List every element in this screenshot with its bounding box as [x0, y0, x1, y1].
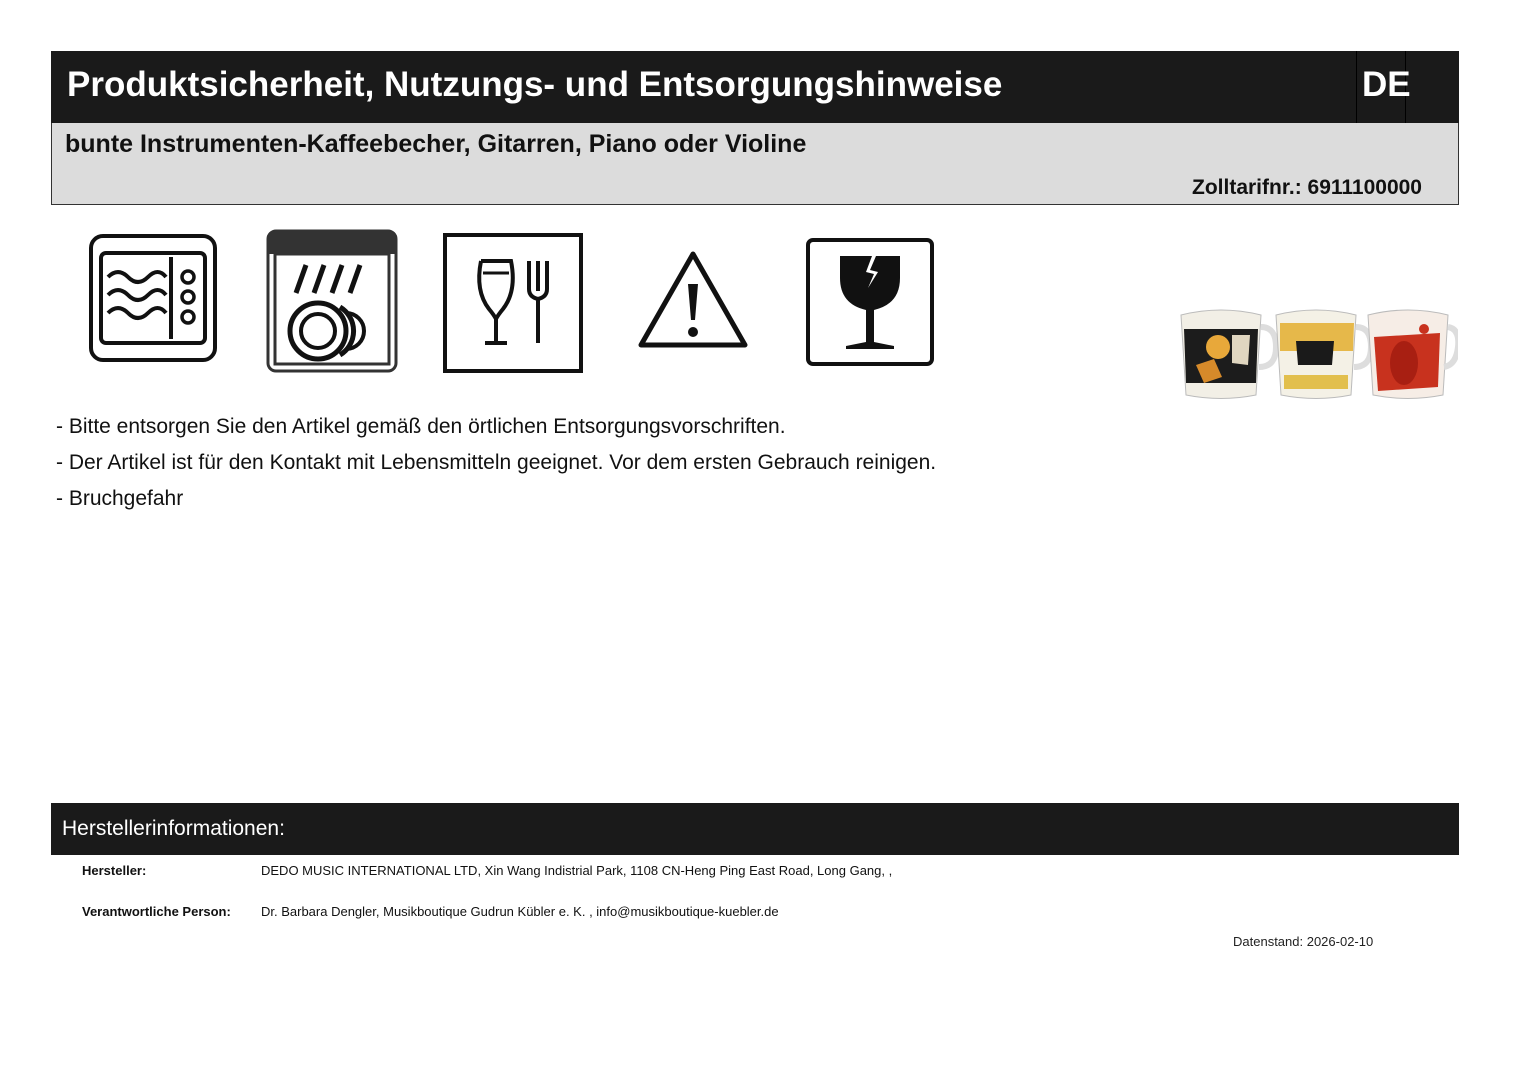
dishwasher-icon — [266, 229, 398, 373]
manufacturer-value: DEDO MUSIC INTERNATIONAL LTD, Xin Wang Indistrial Park, 1108 CN-Heng Ping East Road, Long Gang, , — [261, 863, 893, 878]
warning-icon — [637, 250, 749, 350]
manufacturer-label: Hersteller: — [82, 863, 147, 878]
language-badge: DE — [1356, 51, 1406, 123]
customs-tariff-number: Zolltarifnr.: 6911100000 — [1192, 176, 1422, 199]
responsible-person-label: Verantwortliche Person: — [82, 904, 231, 919]
product-name: bunte Instrumenten-Kaffeebecher, Gitarren, Piano oder Violine — [65, 130, 807, 158]
responsible-person-value: Dr. Barbara Dengler, Musikboutique Gudrun Kübler e. K. , info@musikboutique-kuebler.de — [261, 904, 779, 919]
product-header — [51, 123, 1459, 205]
food-safe-icon — [443, 233, 583, 373]
page-title: Produktsicherheit, Nutzungs- und Entsorgungshinweise — [67, 65, 1003, 104]
manufacturer-section-title: Herstellerinformationen: — [62, 817, 285, 840]
microwave-icon — [88, 233, 218, 363]
disposal-note: - Bitte entsorgen Sie den Artikel gemäß den örtlichen Entsorgungsvorschriften. — [56, 415, 786, 438]
product-mugs-image — [1176, 305, 1458, 405]
date-stamp: Datenstand: 2026-02-10 — [1233, 934, 1374, 949]
header-bar — [51, 51, 1459, 123]
manufacturer-section-header — [51, 803, 1459, 855]
fragile-icon — [806, 238, 934, 366]
usage-notes — [56, 412, 936, 520]
breakage-note: - Bruchgefahr — [56, 487, 184, 510]
food-contact-note: - Der Artikel ist für den Kontakt mit Lebensmitteln geeignet. Vor dem ersten Gebrauch reinigen. — [56, 451, 937, 474]
